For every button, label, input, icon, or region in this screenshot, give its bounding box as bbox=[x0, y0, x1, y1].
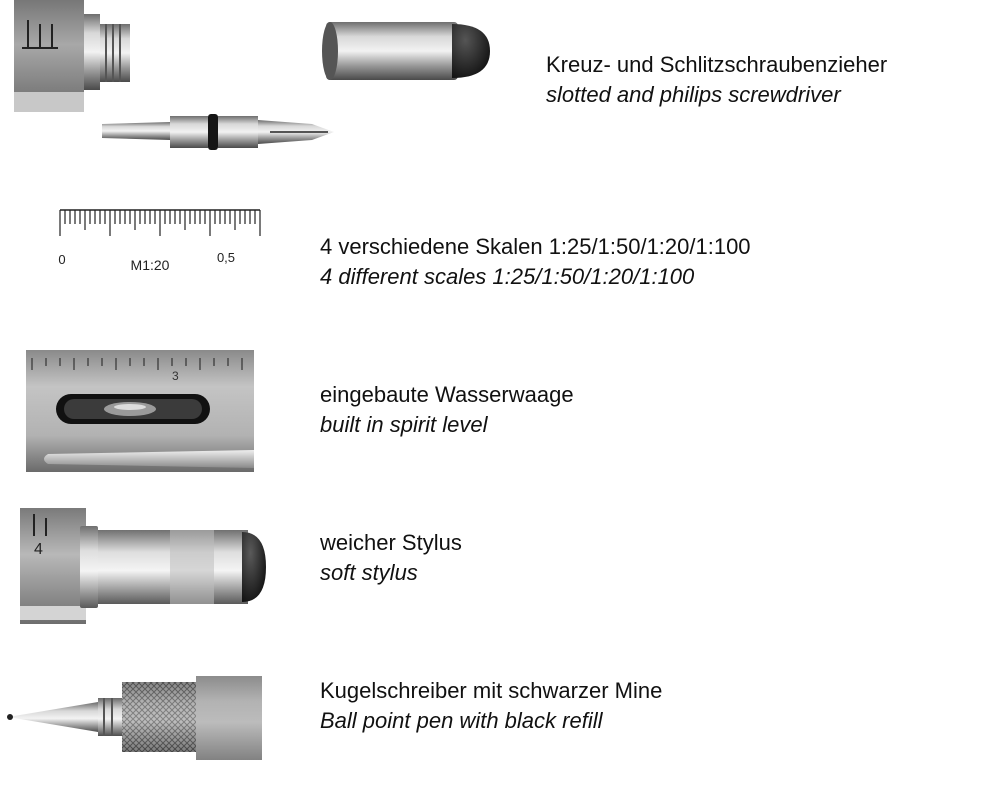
label-en: soft stylus bbox=[320, 560, 418, 585]
ruler-icon bbox=[40, 198, 300, 278]
ballpoint-pen-icon bbox=[4, 662, 264, 772]
ruler-label-start: 0 bbox=[58, 252, 66, 267]
feature-level bbox=[0, 348, 1000, 478]
stylus-icon bbox=[20, 508, 280, 628]
feature-stylus bbox=[0, 498, 1000, 638]
label-en: 4 different scales 1:25/1:50/1:20/1:100 bbox=[320, 264, 695, 289]
stylus-scale-number: 4 bbox=[34, 541, 43, 558]
label-en: built in spirit level bbox=[320, 412, 488, 437]
level-scale-number: 3 bbox=[172, 369, 179, 383]
screwdriver-icon bbox=[0, 0, 500, 160]
label-de: Kreuz- und Schlitzschraubenzieher bbox=[546, 52, 888, 77]
label-en: Ball point pen with black refill bbox=[320, 708, 603, 733]
label-de: eingebaute Wasserwaage bbox=[320, 382, 574, 407]
feature-screwdriver bbox=[0, 0, 1000, 160]
label-en: slotted and philips screwdriver bbox=[546, 82, 841, 107]
feature-scale bbox=[0, 190, 1000, 320]
ruler-label-end: 0,5 bbox=[216, 250, 236, 265]
label-de: 4 verschiedene Skalen 1:25/1:50/1:20/1:100 bbox=[320, 234, 751, 259]
spirit-level-icon bbox=[26, 350, 254, 472]
feature-pen bbox=[0, 650, 1000, 780]
ruler-label-middle: M1:20 bbox=[130, 257, 170, 273]
label-de: weicher Stylus bbox=[320, 530, 462, 555]
label-de: Kugelschreiber mit schwarzer Mine bbox=[320, 678, 663, 703]
